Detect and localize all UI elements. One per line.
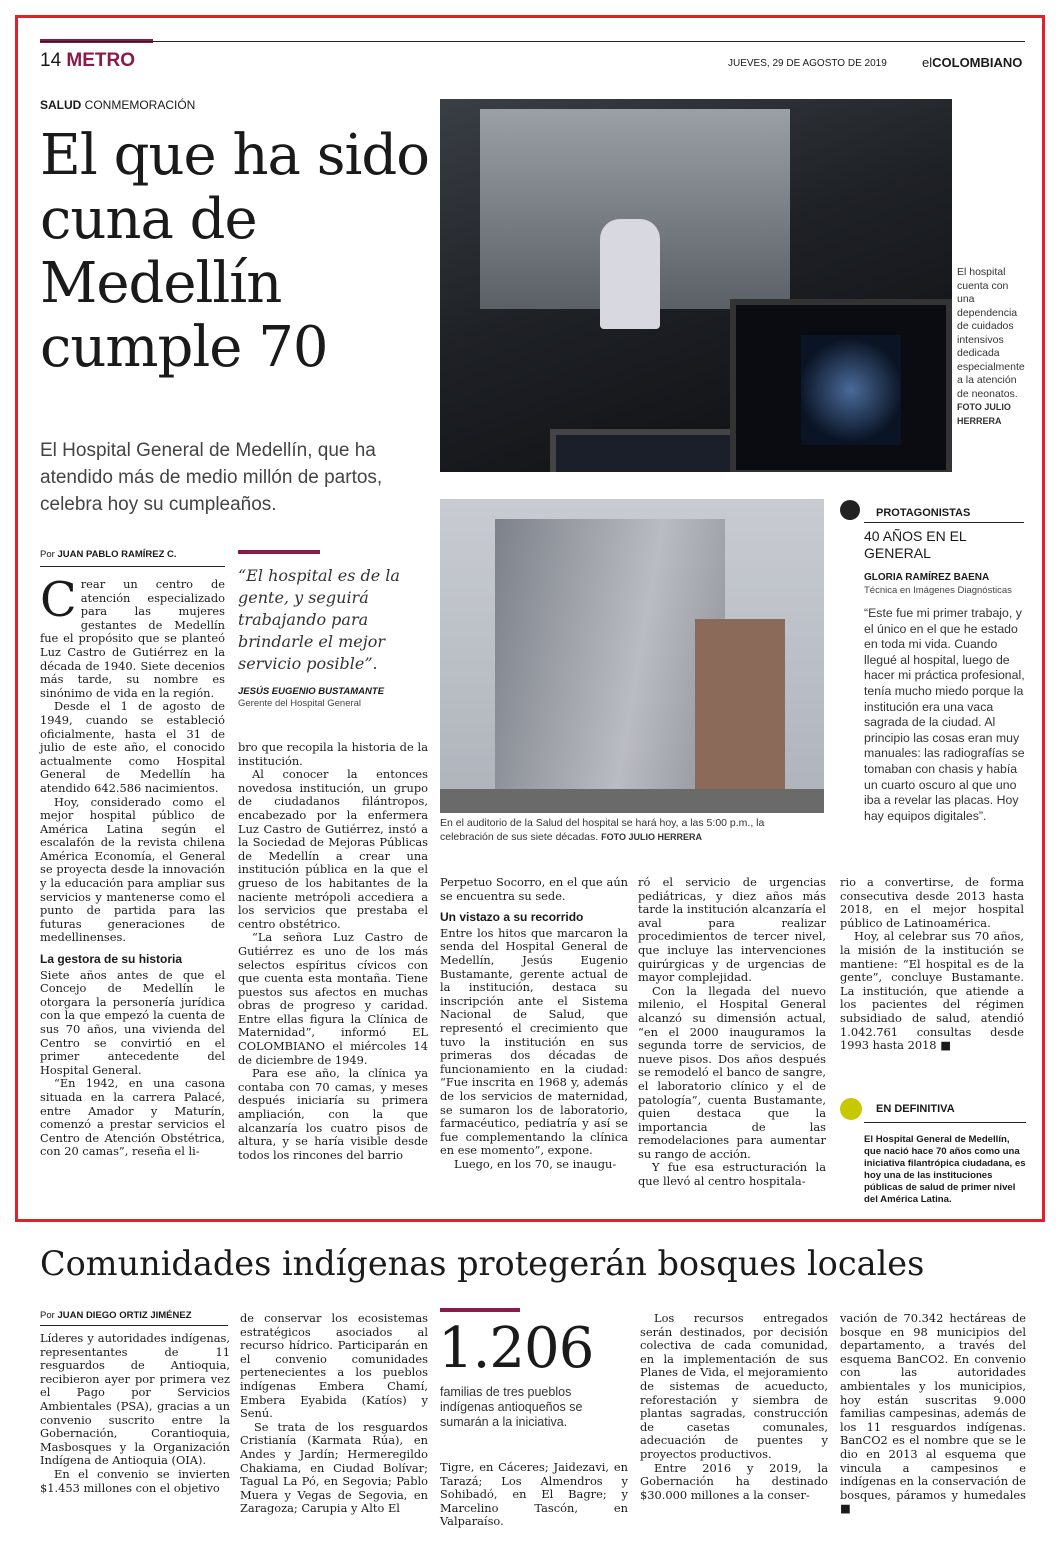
dropcap: C — [40, 572, 77, 628]
col1-p4: Siete años antes de que el Concejo de Medellín le otorgara la personería jurídica con la que empezó la cuenta de sus 70 años, una vivienda del Centro se convirtió en el primer antecedente del Hospital General. — [40, 967, 225, 1077]
protagonistas-rule — [864, 522, 1024, 523]
brand-name: COLOMBIANO — [932, 55, 1023, 70]
person-icon — [840, 500, 860, 520]
article2-byline-name: JUAN DIEGO ORTIZ JIMÉNEZ — [57, 1310, 192, 1321]
a2-col5-p1: vación de 70.342 hectáreas de bosque en 98 municipios del departamento, a través del esquema BanCO2. En convenio con las autoridades ambientales y los municipios, hoy están suscritas 9.000 familias campesinas, además de los 11 resguardos indígenas. BanCO2 es el nombre que se le dio en 2013 al esquema que vincula a campesinos e indígenas en la conservación de bosques, páramos y humedales — [840, 1311, 1026, 1502]
article2-col1 — [40, 1332, 230, 1495]
col2-p1: bro que recopila la historia de la institución. — [238, 740, 428, 768]
col1-p3: Hoy, considerado como el mejor hospital público de América Latina según el escalafón de la revista chilena América Economía, el General se proyecta desde la innovación y la educación para ampliar sus servicios y mantenerse como el punto de partida para las futuras generaciones de medellinenses. — [40, 794, 225, 945]
col4-p2: Con la llegada del nuevo milenio, el Hospital General alcanzó su dimensión actual, “en el 2000 inauguramos la segunda torre de servicios, de nueve pisos. Dos años después se remodeló el banco de sangre, el laboratorio clínico y el de patología”, cuenta Bustamante, quien destaca que la importancia de las remodelaciones para aumentar su rango de acción. — [638, 983, 826, 1161]
photo1-caption — [957, 266, 1027, 428]
end-mark-icon: ■ — [940, 1038, 951, 1053]
col1-subhead: La gestora de su historia — [40, 952, 183, 967]
protagonistas-title: 40 AÑOS EN EL GENERAL — [864, 528, 967, 561]
definitiva-label: EN DEFINITIVA — [876, 1103, 955, 1115]
article1-col1 — [40, 572, 225, 1159]
article1-col3 — [440, 876, 628, 1171]
col1-p5: “En 1942, en una casona situada en la carrera Palacé, entre Amador y Maturín, comenzó a prestar servicios el Centro de Atención Obstétrica, con 20 camas”, reseña el li- — [40, 1076, 225, 1159]
col4-p3: Y fue esa estructuración la que llevó al centro hospitala- — [638, 1160, 826, 1189]
a2-col1-p2: En el convenio se invierten $1.453 millones con el objetivo — [40, 1466, 230, 1495]
section-name: METRO — [66, 50, 136, 71]
article2-byline-pre: Por — [40, 1310, 58, 1321]
header-date: JUEVES, 29 DE AGOSTO DE 2019 — [728, 58, 887, 69]
article2-headline: Comunidades indígenas protegerán bosques locales — [40, 1244, 925, 1283]
quote-name: JESÚS EUGENIO BUSTAMANTE — [238, 686, 385, 697]
photo2-caption — [440, 817, 820, 844]
col3-subhead: Un vistazo a su recorrido — [440, 910, 584, 925]
protagonistas-label: PROTAGONISTAS — [876, 507, 971, 519]
col3-p2: Entre los hitos que marcaron la senda del Hospital General de Medellín, Jesús Eugenio Bustamante, gerente actual de la institución, destaca su inscripción ante el Sistema Nacional de Salud, que representó el crecimiento que tuvo la institución en sus primeras dos décadas de funcionamiento en la ciudad: “Fue inscrita en 1968 y, además de los servicios de maternidad, se sumaron los de laboratorio, farmacéutico, pediatría y así se fue complementando la clínica en ese momento”, expone. — [440, 925, 628, 1158]
col2-p3: “La señora Luz Castro de Gutiérrez es uno de los más selectos espíritus cívicos con que cuenta esta montaña. Tiene puestos sus afectos en muchas obras de progreso y caridad. Entre ellas figura la Clínica de Maternidad”, informó EL COLOMBIANO el miércoles 14 de diciembre de 1949. — [238, 930, 428, 1067]
byline — [40, 549, 177, 560]
pull-quote: “El hospital es de la gente, y seguirá trabajando para brindarle el mejor servicio posible”. — [238, 566, 400, 673]
protagonistas-role: Técnica en Imágenes Diagnósticas — [864, 585, 1012, 596]
byline-rule — [40, 566, 225, 567]
headline: El que ha sido cuna de Medellín cumple 70 — [40, 123, 429, 380]
quote-role: Gerente del Hospital General — [238, 698, 362, 709]
protagonistas-name: GLORIA RAMÍREZ BAENA — [864, 572, 990, 583]
photo-neonatal-icu — [440, 99, 952, 472]
definitiva-rule — [864, 1122, 1026, 1123]
col2-p2: Al conocer la entonces novedosa institución, un grupo de ciudadanos filántropos, encabezado por la enfermera Luz Castro de Gutiérrez, instó a la Sociedad de Mejoras Públicas de Medellín a crear una institución pública en la que el grueso de los habitantes de la naciente metrópoli accediera a los servicios que prestaba el centro obstétrico. — [238, 767, 428, 931]
article2-col5 — [840, 1312, 1026, 1516]
protagonistas-text: “Este fue mi primer trabajo, y el único en el que he estado en toda mi vida. Cuando llegué al hospital, luego de hacer mi práctica profesional, tenía mucho miedo porque la institución era una vaca sagrada de la ciudad. Al principio las cosas eran muy manuales: las radiografías se tomaban con chasis y había un cuarto oscuro al que uno iba a revelar las placas. Hoy hay equipos digitales”. — [864, 606, 1025, 823]
col5-p2: Hoy, al celebrar sus 70 años, la misión de la institución se mantiene: “El hospital es de la gente”, concluye Bustamante. La institución, que atiende a los pacientes del régimen subsidiado de salud, atendió 1.042.761 consultas desde 1993 hasta 2018 — [840, 929, 1024, 1053]
col1-p1: rear un centro de atención especializado para las mujeres gestantes de Medellín fue el propósito que se planteó Luz Castro de Gutiérrez en la década de 1940. Siete decenios más tarde, su nombre es sinónimo de vida en la región. — [40, 577, 225, 700]
article2-col4 — [640, 1312, 828, 1502]
a2-col4-p2: Entre 2016 y 2019, la Gobernación ha destinado $30.000 millones a la conser- — [640, 1460, 828, 1502]
deck: El Hospital General de Medellín, que ha atendido más de medio millón de partos, celebra hoy su cumpleaños. — [40, 440, 383, 515]
article2-col2 — [240, 1312, 428, 1516]
big-number-rule — [440, 1308, 520, 1312]
col3-p3: Luego, en los 70, se inaugu- — [454, 1156, 617, 1171]
a2-col4-p1: Los recursos entregados serán destinados, por decisión colectiva de cada comunidad, en la implementación de sus Planes de Vida, el mejoramiento de sistemas de acueducto, reforestación y siembra de plantas sagradas, construcción de casetas comunales, adecuación de puentes y proyectos productivos. — [640, 1311, 828, 1461]
photo2-caption-text: En el auditorio de la Salud del hospital se hará hoy, a las 5:00 p.m., la celebración de sus siete décadas. — [440, 817, 765, 843]
a2-col1-p1: Líderes y autoridades indígenas, representantes de 11 resguardos de Antioquia, recibieron ayer por primera vez el Pago por Servicios Ambientales (PSA), gracias a un convenio suscrito entre la Gobernación, Corantioquia, Masbosques y la Organización Indígena de Antioquia (OIA). — [40, 1331, 230, 1468]
kicker-rest: CONMEMORACIÓN — [81, 98, 196, 112]
col2-p4: Para ese año, la clínica ya contaba con 70 camas, y meses después iniciaría su primera ampliación, con la que alcanzaría los cuatro pisos de altura, y se haría visible desde todos los rincones del barrio — [238, 1066, 428, 1162]
end-mark-icon: ■ — [840, 1501, 851, 1516]
header-rule — [40, 41, 1025, 42]
col3-p1: Perpetuo Socorro, en el que aún se encuentra su sede. — [440, 875, 628, 903]
article2-col3 — [440, 1461, 628, 1529]
big-number: 1.206 — [438, 1316, 594, 1381]
definitiva-text: El Hospital General de Medellín, que nació hace 70 años como una iniciativa filantrópica ciudadana, es hoy una de las instituciones públicas de salud de primer nivel del América Latina. — [864, 1134, 1026, 1205]
col4-p1: ró el servicio de urgencias pediátricas, y diez años más tarde la institución alcanzaría el aval para realizar procedimientos de tercer nivel, que incluye las intervenciones quirúrgicas y de urgencias de mayor complejidad. — [638, 875, 826, 985]
col1-p2: Desde el 1 de agosto de 1949, cuando se estableció oficialmente, hasta el 31 de julio de este año, el conocido actualmente como Hospital General de Medellín ha atendido 642.586 nacimientos. — [40, 699, 225, 795]
col5-p1: rio a convertirse, de forma consecutiva desde 2013 hasta 2018, en el mejor hospital público de Latinoamérica. — [840, 875, 1024, 930]
a2-col2-p1: de conservar los ecosistemas estratégicos asociados al recurso hídrico. Participarán en el convenio comunidades pertenecientes a los pueblos indígenas Embera Chamí, Embera Eyabida (Katíos) y Senú. — [240, 1311, 428, 1421]
article2-byline-rule — [40, 1325, 228, 1326]
kicker — [40, 98, 195, 112]
article1-col5 — [840, 876, 1024, 1053]
photo2-credit: FOTO JULIO HERRERA — [601, 831, 702, 842]
brand-logo — [922, 55, 1022, 70]
photo1-caption-text: El hospital cuenta con una dependencia de cuidados intensivos dedicada especialmente a la atención de neonatos. — [957, 266, 1025, 400]
a2-col2-p2: Se trata de los resguardos Cristianía (Karmata Rúa), en Andes y Jardín; Hermeregildo Chakiama, en Ciudad Bolívar; Tagual La Pó, en Segovia; Pablo Muera y Vegas de Segovia, en Zaragoza; Carupia y Alto El — [240, 1419, 428, 1516]
brand-el: el — [922, 55, 933, 70]
page-number — [40, 50, 135, 72]
kicker-bold: SALUD — [40, 98, 82, 112]
article2-byline — [40, 1310, 192, 1321]
byline-name: JUAN PABLO RAMÍREZ C. — [57, 549, 177, 560]
page-number-text: 14 — [40, 50, 62, 71]
photo1-credit: FOTO JULIO HERRERA — [957, 402, 1011, 426]
photo-hospital-building — [440, 499, 824, 813]
article1-col4 — [638, 876, 826, 1189]
definitiva-icon — [840, 1098, 862, 1120]
big-number-text: familias de tres pueblos indígenas antioqueños se sumarán a la iniciativa. — [440, 1385, 583, 1429]
byline-pre: Por — [40, 549, 58, 560]
a2-col3-p1: Tigre, en Cáceres; Jaidezavi, en Tarazá; Los Almendros y Sohibadó, en El Bagre; y Marcelino Tascón, en Valparaíso. — [440, 1460, 628, 1529]
quote-rule — [238, 550, 320, 554]
article1-col2 — [238, 741, 428, 1162]
